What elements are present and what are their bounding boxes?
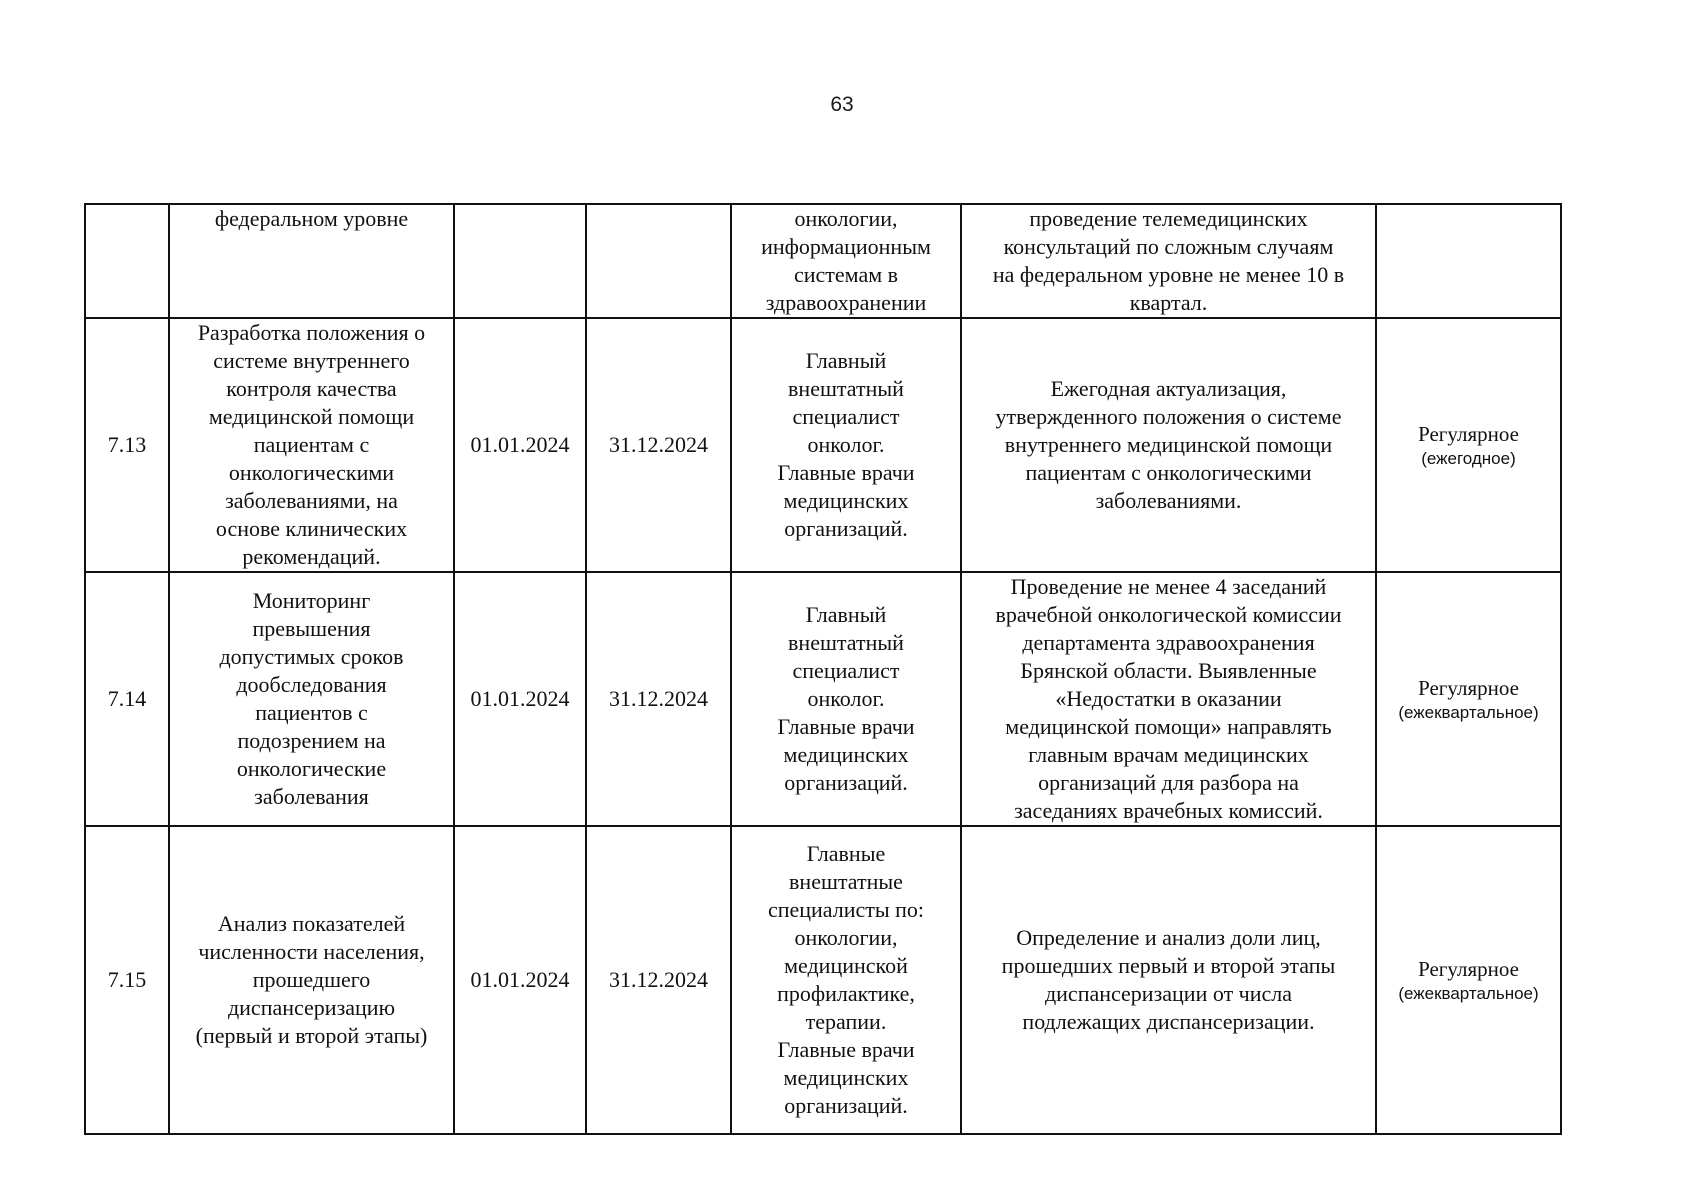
responsible-cell: Главные внештатные специалисты по: онкологии, медицинской профилактике, терапии. Главные врачи медицинских организаций. <box>731 826 961 1134</box>
type-cell <box>1376 318 1561 572</box>
start-date-cell: 01.01.2024 <box>454 572 586 826</box>
responsible-cell: Главный внештатный специалист онколог. Главные врачи медицинских организаций. <box>731 318 961 572</box>
type-main-label: Регулярное <box>1418 956 1519 981</box>
end-date-cell <box>586 204 731 318</box>
measure-name-cell: Мониторинг превышения допустимых сроков дообследования пациентов с подозрением на онкологические заболевания <box>169 572 454 826</box>
table-row <box>85 572 1561 826</box>
type-sub-label: (ежеквартальное) <box>1398 983 1539 1003</box>
row-number-cell: 7.14 <box>85 572 169 826</box>
measure-name-cell: федеральном уровне <box>169 204 454 318</box>
table-row <box>85 204 1561 318</box>
result-cell: Определение и анализ доли лиц, прошедших первый и второй этапы диспансеризации от числа подлежащих диспансеризации. <box>961 826 1376 1134</box>
measure-name-cell: Анализ показателей численности населения, прошедшего диспансеризацию (первый и второй этапы) <box>169 826 454 1134</box>
responsible-cell: Главный внештатный специалист онколог. Главные врачи медицинских организаций. <box>731 572 961 826</box>
start-date-cell: 01.01.2024 <box>454 318 586 572</box>
page-number: 63 <box>830 93 854 116</box>
type-main-label: Регулярное <box>1418 675 1519 700</box>
result-cell: Ежегодная актуализация, утвержденного положения о системе внутреннего медицинской помощи пациентам с онкологическими заболеваниями. <box>961 318 1376 572</box>
type-cell <box>1376 204 1561 318</box>
type-sub-label: (ежегодное) <box>1421 448 1516 468</box>
row-number-cell <box>85 204 169 318</box>
result-cell: Проведение не менее 4 заседаний врачебной онкологической комиссии департамента здравоохранения Брянской области. Выявленные «Недостатки в оказании медицинской помощи» направлять главным врачам медицинских организаций для разбора на заседаниях врачебных комиссий. <box>961 572 1376 826</box>
row-number-cell: 7.13 <box>85 318 169 572</box>
end-date-cell: 31.12.2024 <box>586 572 731 826</box>
end-date-cell: 31.12.2024 <box>586 318 731 572</box>
measures-table <box>84 203 1562 1135</box>
table-row <box>85 318 1561 572</box>
type-cell <box>1376 572 1561 826</box>
measure-name-cell: Разработка положения о системе внутреннего контроля качества медицинской помощи пациентам с онкологическими заболеваниями, на основе клинических рекомендаций. <box>169 318 454 572</box>
type-sub-label: (ежеквартальное) <box>1398 702 1539 722</box>
result-cell: проведение телемедицинских консультаций по сложным случаям на федеральном уровне не менее 10 в квартал. <box>961 204 1376 318</box>
start-date-cell <box>454 204 586 318</box>
end-date-cell: 31.12.2024 <box>586 826 731 1134</box>
type-main-label: Регулярное <box>1418 421 1519 446</box>
type-cell <box>1376 826 1561 1134</box>
start-date-cell: 01.01.2024 <box>454 826 586 1134</box>
responsible-cell: онкологии, информационным системам в здравоохранении <box>731 204 961 318</box>
table-row <box>85 826 1561 1134</box>
row-number-cell: 7.15 <box>85 826 169 1134</box>
